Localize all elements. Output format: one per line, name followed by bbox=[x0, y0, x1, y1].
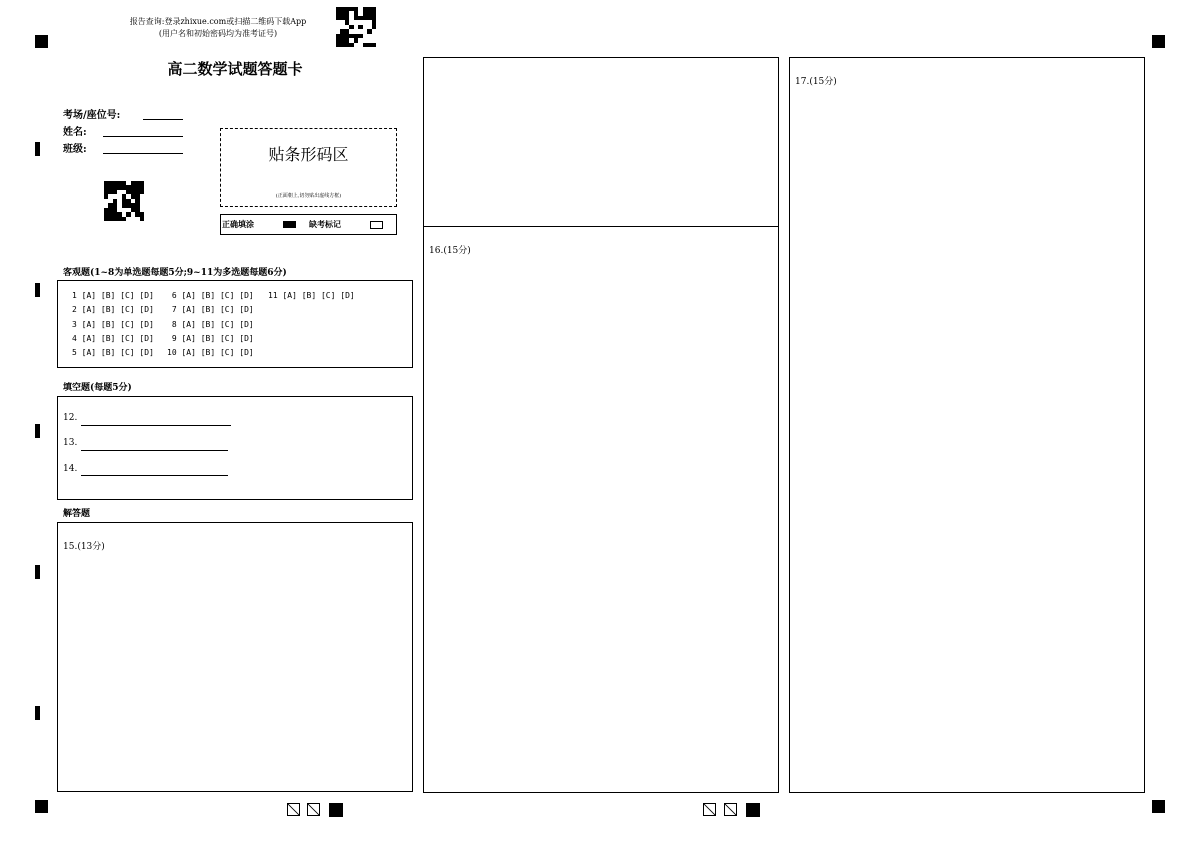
timing-mark bbox=[35, 283, 40, 297]
option-row-8[interactable]: 8 [A] [B] [C] [D] bbox=[167, 319, 254, 329]
option-row-7[interactable]: 7 [A] [B] [C] [D] bbox=[167, 305, 254, 315]
objective-column-1 bbox=[72, 289, 154, 360]
page-title: 高二数学试题答题卡 bbox=[167, 60, 303, 78]
qr-module bbox=[372, 43, 376, 47]
objective-column-3 bbox=[268, 289, 355, 303]
timing-mark bbox=[35, 424, 40, 438]
class-label: 班级: bbox=[63, 144, 87, 155]
option-row-5[interactable]: 5 [A] [B] [C] [D] bbox=[72, 348, 154, 358]
fill-blank-box bbox=[57, 396, 413, 500]
absent-mark-label: 缺考标记 bbox=[309, 219, 341, 229]
option-row-3[interactable]: 3 [A] [B] [C] [D] bbox=[72, 319, 154, 329]
correct-fill-label: 正确填涂 bbox=[222, 219, 254, 229]
seat-field[interactable] bbox=[143, 119, 183, 120]
objective-column-2 bbox=[167, 289, 254, 360]
timing-mark bbox=[35, 142, 40, 156]
q16-label: 16.(15分) bbox=[429, 246, 471, 256]
timing-mark bbox=[35, 565, 40, 579]
barcode-area[interactable] bbox=[220, 128, 397, 207]
option-row-10[interactable]: 10 [A] [B] [C] [D] bbox=[167, 348, 254, 358]
name-label: 姓名: bbox=[63, 127, 87, 138]
corner-mark-bottom-right bbox=[1152, 800, 1165, 813]
solid-box-icon bbox=[746, 803, 760, 817]
option-row-6[interactable]: 6 [A] [B] [C] [D] bbox=[167, 291, 254, 300]
slash-box-icon bbox=[287, 803, 300, 816]
download-qr-icon[interactable] bbox=[336, 7, 376, 47]
timing-mark bbox=[35, 706, 40, 720]
fill-blank-heading: 填空题(每题5分) bbox=[63, 383, 132, 393]
q16-answer-box[interactable] bbox=[423, 226, 779, 793]
option-row-9[interactable]: 9 [A] [B] [C] [D] bbox=[167, 333, 254, 343]
blank-12-label: 12. bbox=[63, 413, 78, 423]
name-field[interactable] bbox=[103, 136, 183, 137]
barcode-area-note: (正面朝上,切勿贴出虚线方框) bbox=[275, 193, 342, 199]
qr-module bbox=[140, 217, 144, 221]
student-qr-icon bbox=[104, 181, 144, 221]
report-query-line-2: (用户名和初始密码均为准考证号) bbox=[158, 29, 278, 38]
corner-mark-bottom-left bbox=[35, 800, 48, 813]
class-field[interactable] bbox=[103, 153, 183, 154]
slash-box-icon bbox=[307, 803, 320, 816]
slash-box-icon bbox=[724, 803, 737, 816]
objective-heading: 客观题(1~8为单选题每题5分;9~11为多选题每题6分) bbox=[63, 268, 287, 278]
blank-14-field[interactable] bbox=[81, 475, 228, 476]
corner-mark-top-left bbox=[35, 35, 48, 48]
solid-box-icon bbox=[329, 803, 343, 817]
corner-mark-top-right bbox=[1152, 35, 1165, 48]
seat-label: 考场/座位号: bbox=[63, 110, 121, 121]
blank-12-field[interactable] bbox=[81, 425, 231, 426]
blank-13-field[interactable] bbox=[81, 450, 228, 451]
slash-box-icon bbox=[703, 803, 716, 816]
absent-mark-checkbox[interactable] bbox=[370, 221, 383, 229]
solutions-heading: 解答题 bbox=[63, 509, 91, 519]
barcode-area-title: 贴条形码区 bbox=[268, 145, 349, 164]
fill-legend bbox=[220, 214, 397, 235]
q15-answer-box[interactable] bbox=[57, 522, 413, 792]
option-row-11[interactable]: 11 [A] [B] [C] [D] bbox=[268, 291, 355, 300]
q15-label: 15.(13分) bbox=[63, 542, 105, 552]
q17-label: 17.(15分) bbox=[795, 77, 837, 87]
option-row-1[interactable]: 1 [A] [B] [C] [D] bbox=[72, 291, 154, 300]
correct-fill-sample-icon bbox=[283, 221, 296, 228]
option-row-4[interactable]: 4 [A] [B] [C] [D] bbox=[72, 333, 154, 343]
q17-answer-box[interactable] bbox=[789, 57, 1145, 793]
blank-14-label: 14. bbox=[63, 464, 78, 474]
report-query-line-1: 报告查询:登录zhixue.com或扫描二维码下载App bbox=[129, 17, 307, 26]
q14-continued-box[interactable] bbox=[423, 57, 779, 227]
option-row-2[interactable]: 2 [A] [B] [C] [D] bbox=[72, 305, 154, 315]
objective-answer-box bbox=[57, 280, 413, 368]
blank-13-label: 13. bbox=[63, 438, 78, 448]
